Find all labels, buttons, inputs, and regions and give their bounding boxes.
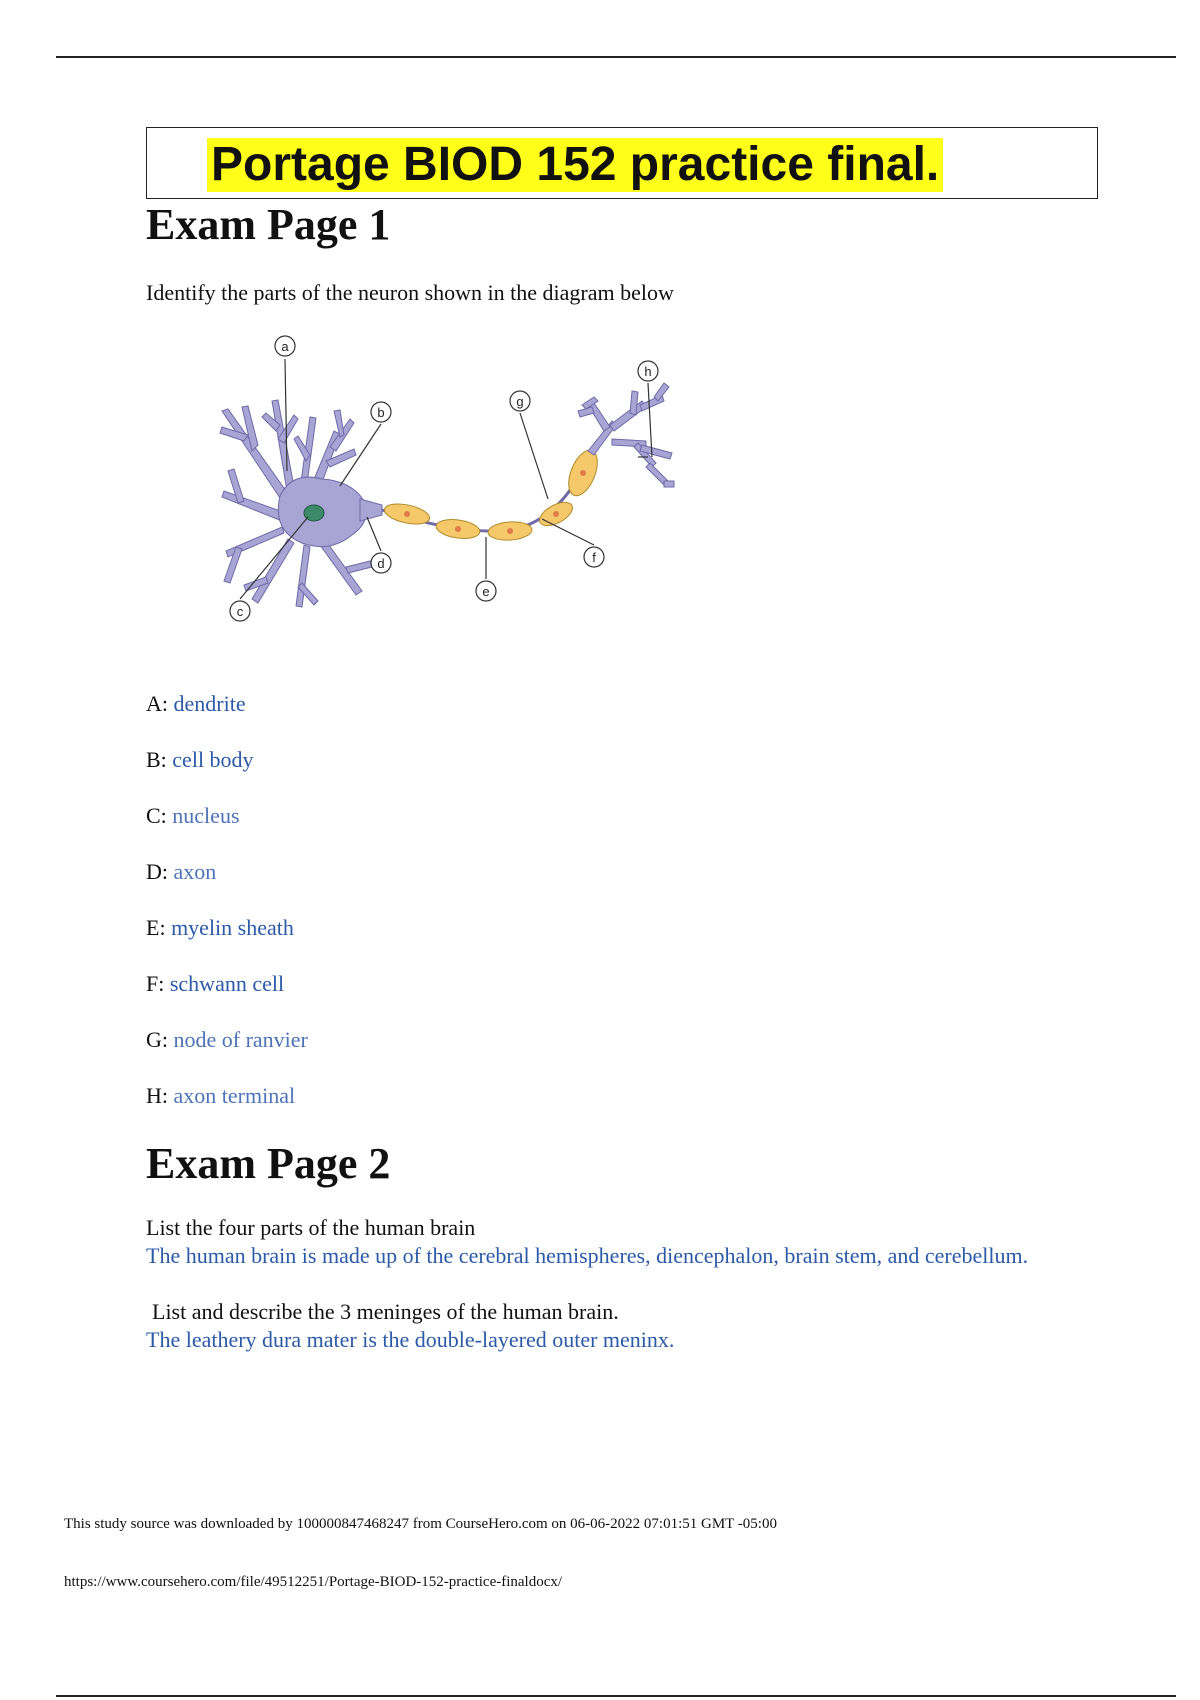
label-g: g <box>516 394 524 409</box>
source-url: https://www.coursehero.com/file/49512251/Portage-BIOD-152-practice-finaldocx/ <box>64 1574 563 1590</box>
label-d: d <box>377 556 385 571</box>
label-a: a <box>281 339 289 354</box>
answer-letter: A: <box>146 691 168 716</box>
label-b: b <box>377 405 385 420</box>
top-rule <box>56 56 1176 58</box>
answer-letter: C: <box>146 803 167 828</box>
exam-page-2-heading: Exam Page 2 <box>146 1139 391 1188</box>
answer-value: node of ranvier <box>173 1027 308 1052</box>
answer-row-e <box>146 914 1106 970</box>
answer-value: schwann cell <box>169 971 285 996</box>
answer-value: axon <box>173 859 217 884</box>
download-source-note: This study source was downloaded by 100000847468247 from CourseHero.com on 06-06-2022 07:01:51 GMT -05:00 <box>64 1516 777 1532</box>
document-content <box>146 127 1106 1354</box>
question-block-2 <box>146 1298 1106 1354</box>
neuron-prompt: Identify the parts of the neuron shown in the diagram below <box>146 280 674 305</box>
myelin-sheaths <box>383 446 603 541</box>
answer-letter: D: <box>146 859 168 884</box>
answer-value: axon terminal <box>173 1083 296 1108</box>
question-text: List the four parts of the human brain <box>146 1215 476 1240</box>
answer-list <box>146 690 1106 1138</box>
answer-value: cell body <box>172 747 254 772</box>
answer-value: myelin sheath <box>171 915 294 940</box>
answer-letter: G: <box>146 1027 168 1052</box>
question-answer: The human brain is made up of the cerebral hemispheres, diencephalon, brain stem, and cerebellum. <box>146 1243 1029 1268</box>
answer-row-g <box>146 1026 1106 1082</box>
answer-row-f <box>146 970 1106 1026</box>
label-f: f <box>592 550 596 565</box>
label-e: e <box>482 584 490 599</box>
question-block-1 <box>146 1214 1106 1270</box>
answer-letter: F: <box>146 971 165 996</box>
answer-letter: B: <box>146 747 167 772</box>
answer-letter: H: <box>146 1083 168 1108</box>
question-text: List and describe the 3 meninges of the human brain. <box>152 1299 619 1324</box>
answer-letter: E: <box>146 915 166 940</box>
question-answer: The leathery dura mater is the double-layered outer meninx. <box>146 1327 675 1352</box>
title-box <box>146 127 1098 199</box>
neuron-diagram <box>202 321 702 651</box>
exam-page-1-heading: Exam Page 1 <box>146 200 391 249</box>
answer-row-b <box>146 746 1106 802</box>
bottom-rule <box>56 1695 1176 1697</box>
answer-row-c <box>146 802 1106 858</box>
document-title: Portage BIOD 152 practice final. <box>207 138 943 192</box>
answer-value: dendrite <box>173 691 246 716</box>
answer-row-h <box>146 1082 1106 1138</box>
answer-value: nucleus <box>172 803 240 828</box>
answer-row-a <box>146 690 1106 746</box>
label-h: h <box>644 364 652 379</box>
label-c: c <box>236 604 244 619</box>
answer-row-d <box>146 858 1106 914</box>
